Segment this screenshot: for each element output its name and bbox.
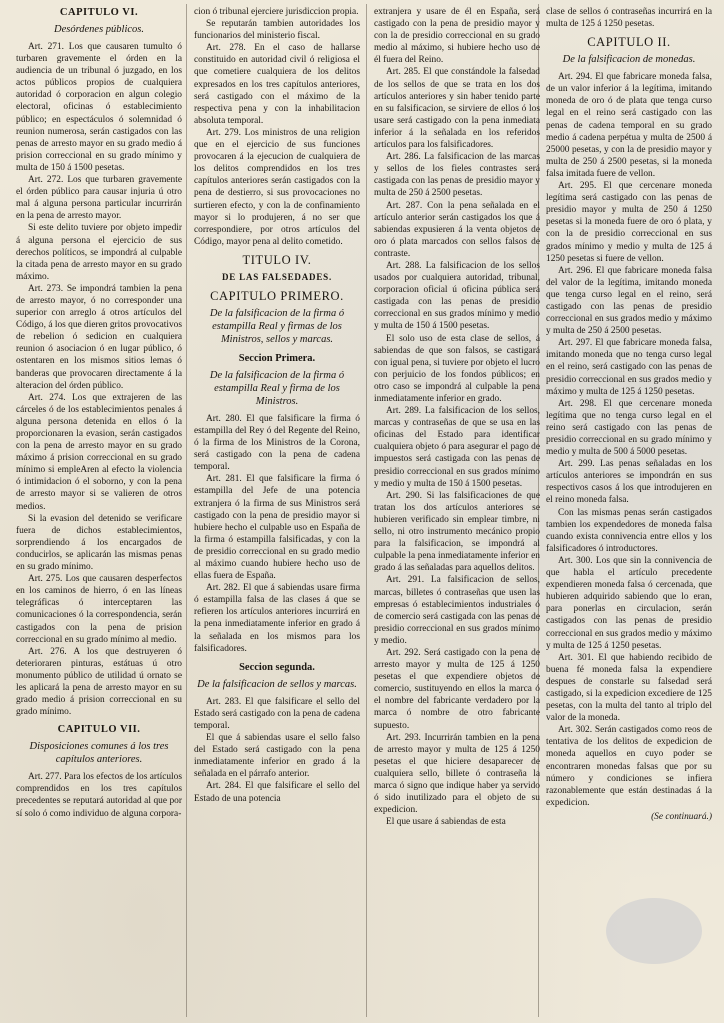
column-4 — [546, 6, 712, 1016]
article-283: Art. 283. El que falsificare el sello del Estado será castigado con la pena de cadena temporal. — [194, 696, 360, 731]
article-293: Art. 293. Incurrirán tambien en la pena de arresto mayor y multa de 125 á 1250 pesetas el que hiciere desaparecer de cualquiera sello, billete ó contraseña la marca ó signo que indique haber ya servido ó sido inutilizado para el objeto de su expedicion. — [374, 732, 540, 816]
article-292: Art. 292. Será castigado con la pena de arresto mayor y multa de 125 á 1250 pesetas el que expendiere objetos de comercio, sustituyendo en ellos la marca ó el nombre del fabricante verdadero por la marca ó nombre de otro fabricante supuesto. — [374, 647, 540, 731]
continuation-note: (Se continuará.) — [651, 811, 712, 822]
article-297: Art. 297. El que fabricare moneda falsa, imitando moneda que no tenga curso legal en el reino, será castigado con las penas de presidio correccional en sus grados medio y máximo y multa de 125 á 1250 pesetas. — [546, 338, 712, 397]
article-271: Art. 271. Los que causaren tumulto ó turbaren gravemente el órden en la audiencia de un tribunal ó juzgado, en los actos públicos propios de cualquiera autoridad ó corporacion en algun colegio electoral, oficinas ó establecimiento público; en espectáculos ó solemnidad ó reunion numerosa, serán castigados con las penas de arresto mayor en su grado medio á prision correccional en su grado mínimo y multa de 150 á 1500 pesetas. — [16, 42, 182, 173]
article-276: Art. 276. A los que destruyeren ó deterioraren pinturas, estátuas ú otro monumento público de utilidad ú ornato se les aplicará la pena de arresto mayor en su grado medio á prision correccional en su grado mínimo. — [16, 646, 182, 718]
section-subtitle: De la falsificacion de sellos y marcas. — [197, 678, 357, 690]
chapter-subtitle: De la falsificacion de monedas. — [562, 54, 696, 66]
article-302: Art. 302. Serán castigados como reos de tentativa de los delitos de expedicion de moneda aquellos en cuyo poder se encontraren monedas falsas que por su número y condiciones se infiera razonablemente que están destinadas á la expedicion. — [546, 725, 712, 808]
article-274-paragraph: Si la evasion del detenido se verificare fuera de dichos establecimientos, sorprendiendo á los encargados de conducirlos, se aplicarán las mismas penas en su grado mínimo. — [16, 513, 182, 573]
article-274: Art. 274. Los que extrajeren de las cárceles ó de los establecimientos penales á alguna persona detenida en ellos ó la proporcionaren la evasion, serán castigados con la pena de arresto mayor en su grado máximo á prision correccional en su grado mínimo si empleAren al efecto la violencia ó intimidacion ó el soborno, y con la pena de arresto mayor si se valieren de otros medios. — [16, 392, 182, 512]
article-299: Art. 299. Las penas señaladas en los artículos anteriores se impondrán en sus respectivos casos á los que introdujeren en el reino moneda falsa. — [546, 459, 712, 506]
article-284-continued: extranjera y usare de él en España, será castigado con la pena de presidio mayor y con la de presidio correccional en su grado medio al máximo, si hubiere hecho uso de él fuera del Reino. — [374, 7, 540, 66]
title-subtitle: DE LAS FALSEDADES. — [221, 271, 332, 282]
article-291: Art. 291. La falsificacion de sellos, marcas, billetes ó contraseñas que usen las empresas ó establecimientos industriales ó de comercio será castigada con las penas de presidio correccional en sus grados mínimo y medio. — [374, 575, 540, 646]
article-281: Art. 281. El que falsificare la firma ó estampilla del Jefe de una potencia extranjera ó la firma de sus Ministros será castigado con la pena de presidio mayor si hubiere hecho el culpable uso en España de la firma ó estampilla falsificadas, y con la de presidio correccional en su grado medio al máximo cuando hubiere hecho uso de ellas fuera de España. — [194, 474, 360, 582]
article-293-continued: clase de sellos ó contraseñas incurrirá en la multa de 125 á 1250 pesetas. — [546, 7, 712, 30]
article-288: Art. 288. La falsificacion de los sellos usados por cualquiera autoridad, tribunal, corporacion oficial ú oficina pública será castigada con las penas de presidio correccional en sus grados mínimo y medio y multa de 150 á 1500 pesetas. — [374, 260, 540, 332]
article-273: Art. 273. Se impondrá tambien la pena de arresto mayor, ó no corresponder una superior con arreglo á otros artículos del Código, á los que dieren gritos provocativos de rebelion ó sedicion en cualquiera reunion ó asociacion ó en lugar público, ó ostentaren en los mismos sitios lemas ó banderas que provocaren directamente á la alteracion del órden público. — [16, 283, 182, 391]
column-divider — [186, 4, 187, 1017]
column-1 — [16, 6, 182, 1016]
article-272-paragraph: Si este delito tuviere por objeto impedir á alguna persona el ejercicio de sus derechos políticos, se impondrá al culpable la citada pena de arresto mayor en su grado máximo. — [16, 223, 182, 282]
chapter-subtitle: Disposiciones comunes á los tres capítulos anteriores. — [29, 741, 169, 766]
article-293-paragraph: El que usare á sabiendas de esta — [386, 817, 506, 828]
article-290: Art. 290. Si las falsificaciones de que tratan los dos artículos anteriores se hubieren verificado sin emplear timbre, ni sello, ni otro instrumento mecánico propio para la falsificacion, se impondrá al culpable la pena inmediatamente inferior en grado á las señaladas para aquellos delitos. — [374, 490, 540, 574]
article-296: Art. 296. El que fabricare moneda falsa del valor de la legítima, imitando moneda que tenga curso legal en el reino, será castigado con las penas de presidio correccional en sus grados medio y máximo y multa de 250 á 2500 pesetas. — [546, 265, 712, 337]
article-285: Art. 285. El que constándole la falsedad de los sellos de que se trata en los dos artículos anteriores y sin haber tenido parte en su falsificacion, se sirviere de ellos ó los usare será castigado con la pena inmediata inferior á la señalada en los referidos artículos para los falsificadores. — [374, 67, 540, 151]
article-299-paragraph: Con las mismas penas serán castigados tambien los expendedores de moneda falsa cuando exista connivencia entre ellos y los falsificadores ó introductores. — [546, 507, 712, 554]
section-subtitle: De la falsificacion de la firma ó estampilla Real y firma de los Ministros. — [209, 369, 345, 407]
column-3 — [374, 6, 540, 1016]
article-288-paragraph: El solo uso de esta clase de sellos, á sabiendas de que son falsos, se castigará con igual pena, si tuviere por objeto el lucro con perjuicio de los fondos públicos; en otro caso se impondrá al culpable la pena inmediatamente inferior en grado. — [374, 333, 540, 404]
article-298: Art. 298. El que cercenare moneda legítima que no tenga curso legal en el reino será castigado con las penas de presidio correccional en su grado mínimo y medio y multa de 500 á 5000 pesetas. — [546, 398, 712, 458]
article-282: Art. 282. El que á sabiendas usare firma ó estampilla falsa de las clases á que se refieren los artículos anteriores incurrirá en la pena inmediatamente inferior en grado á la señalada en los mismos para los falsificadores. — [194, 583, 360, 654]
chapter-heading: CAPITULO VII. — [57, 724, 141, 736]
article-280: Art. 280. El que falsificare la firma ó estampilla del Rey ó del Regente del Reino, ó la firma de los Ministros de la Corona, será castigado con la pena de cadena temporal. — [194, 413, 360, 473]
article-279: Art. 279. Los ministros de una religion que en el ejercicio de sus funciones provocaren á la ejecucion de cualquiera de los delitos comprendidos en los tres capítulos anteriores serán castigados con la pena de destierro, si sus provocaciones no surtieren efecto, y con la de confinamiento mayor si lo produjeren, á no ser que correspondiere, por otros artículos del Código, mayor pena al delito cometido. — [194, 127, 360, 247]
article-294: Art. 294. El que fabricare moneda falsa, de un valor inferior á la legítima, imitando moneda de oro ó de plata que tenga curso legal en el reino será castigado con las penas de cadena temporal en su grado medio á cadena perpétua y multa de 2500 á 25000 pesetas, y con la de presidio mayor y multa de 250 á 2500 pesetas, si la moneda falsa imitada fuere de vellon. — [546, 72, 712, 179]
chapter-heading: CAPITULO II. — [587, 35, 671, 50]
article-301: Art. 301. El que habiendo recibido de buena fé moneda falsa la expendiere despues de constarle su falsedad será castigado, si la expedicion excediere de 125 pesetas, con la multa del tanto al triplo del valor de la moneda. — [546, 652, 712, 724]
chapter-heading: CAPITULO VI. — [59, 7, 139, 18]
article-300: Art. 300. Los que sin la connivencia de que habla el artículo precedente expendieren moneda falsa ó cercenada, que hubieren adquirido sabiendo que lo eran, para ponerlas en circulacion, serán castigados con las penas de presidio correccional en sus grados medio y máximo y multa de 125 á 1250 pesetas. — [546, 555, 712, 651]
chapter-subtitle: De la falsificacion de la firma ó estampilla Real y firmas de los Ministros, sellos y marcas. — [209, 307, 345, 345]
article-278: Art. 278. En el caso de hallarse constituido en autoridad civil ó religiosa el que cometiere cualquiera de los delitos expresados en los tres capítulos anteriores, será castigado con el máximo de la respectiva pena y con la inhabilitacion absoluta temporal. — [194, 43, 360, 126]
article-277-paragraph: Se reputarán tambien autoridades los funcionarios del ministerio fiscal. — [194, 19, 360, 42]
section-heading: Seccion Primera. — [238, 352, 316, 364]
article-277: Art. 277. Para los efectos de los artículos comprendidos en los tres capítulos precedentes se reputará autoridad al que por sí solo ó como individuo de alguna corpora- — [16, 772, 182, 819]
article-289: Art. 289. La falsificacion de los sellos, marcas y contraseñas de que se usa en las oficinas del Estado para identificar cualquiera objeto ó para asegurar el pago de impuestos será castigada con las penas de presidio correccional en sus grados mínimo y medio y multa de 150 á 1500 pesetas. — [374, 406, 540, 489]
chapter-heading: CAPITULO PRIMERO. — [210, 288, 344, 303]
article-272: Art. 272. Los que turbaren gravemente el órden público para causar injuria ú otro mal á alguna persona particular incurrirán en la pena de arresto mayor. — [16, 175, 182, 222]
article-295: Art. 295. El que cercenare moneda legítima será castigado con las penas de presidio mayor y multa de 250 á 1250 pesetas si la moneda fuere de oro ó plata, y con la de presidio correccional en sus grados mínimo y medio y multa de 125 á 1250 pesetas si fuere de vellon. — [546, 181, 712, 264]
title-heading: TITULO IV. — [242, 252, 312, 267]
article-275: Art. 275. Los que causaren desperfectos en los caminos de hierro, ó en las líneas telegráficas ó interceptaren las comunicaciones ó la correspondencia, serán castigados con la pena de prision correccional en su grado mínimo al medio. — [16, 574, 182, 645]
article-277-continued: cion ó tribunal ejerciere jurisdiccion propia. — [194, 7, 359, 17]
article-287: Art. 287. Con la pena señalada en el artículo anterior serán castigados los que á sabiendas expusieren á la venta objetos de oro ó plata marcados con sellos falsos de contraste. — [374, 200, 540, 259]
column-divider — [366, 4, 367, 1017]
article-283-paragraph: El que á sabiendas usare el sello falso del Estado será castigado con la pena inmediatamente inferior en grado á la señalada en el párrafo anterior. — [194, 733, 360, 780]
article-286: Art. 286. La falsificacion de las marcas y sellos de los fieles contrastes será castigada con las penas de presidio mayor y multa de 250 á 2500 pesetas. — [374, 152, 540, 199]
column-2 — [194, 6, 360, 1016]
article-284: Art. 284. El que falsificare el sello del Estado de una potencia — [194, 781, 360, 804]
section-heading: Seccion segunda. — [239, 661, 315, 673]
chapter-subtitle: Desórdenes públicos. — [53, 24, 144, 35]
